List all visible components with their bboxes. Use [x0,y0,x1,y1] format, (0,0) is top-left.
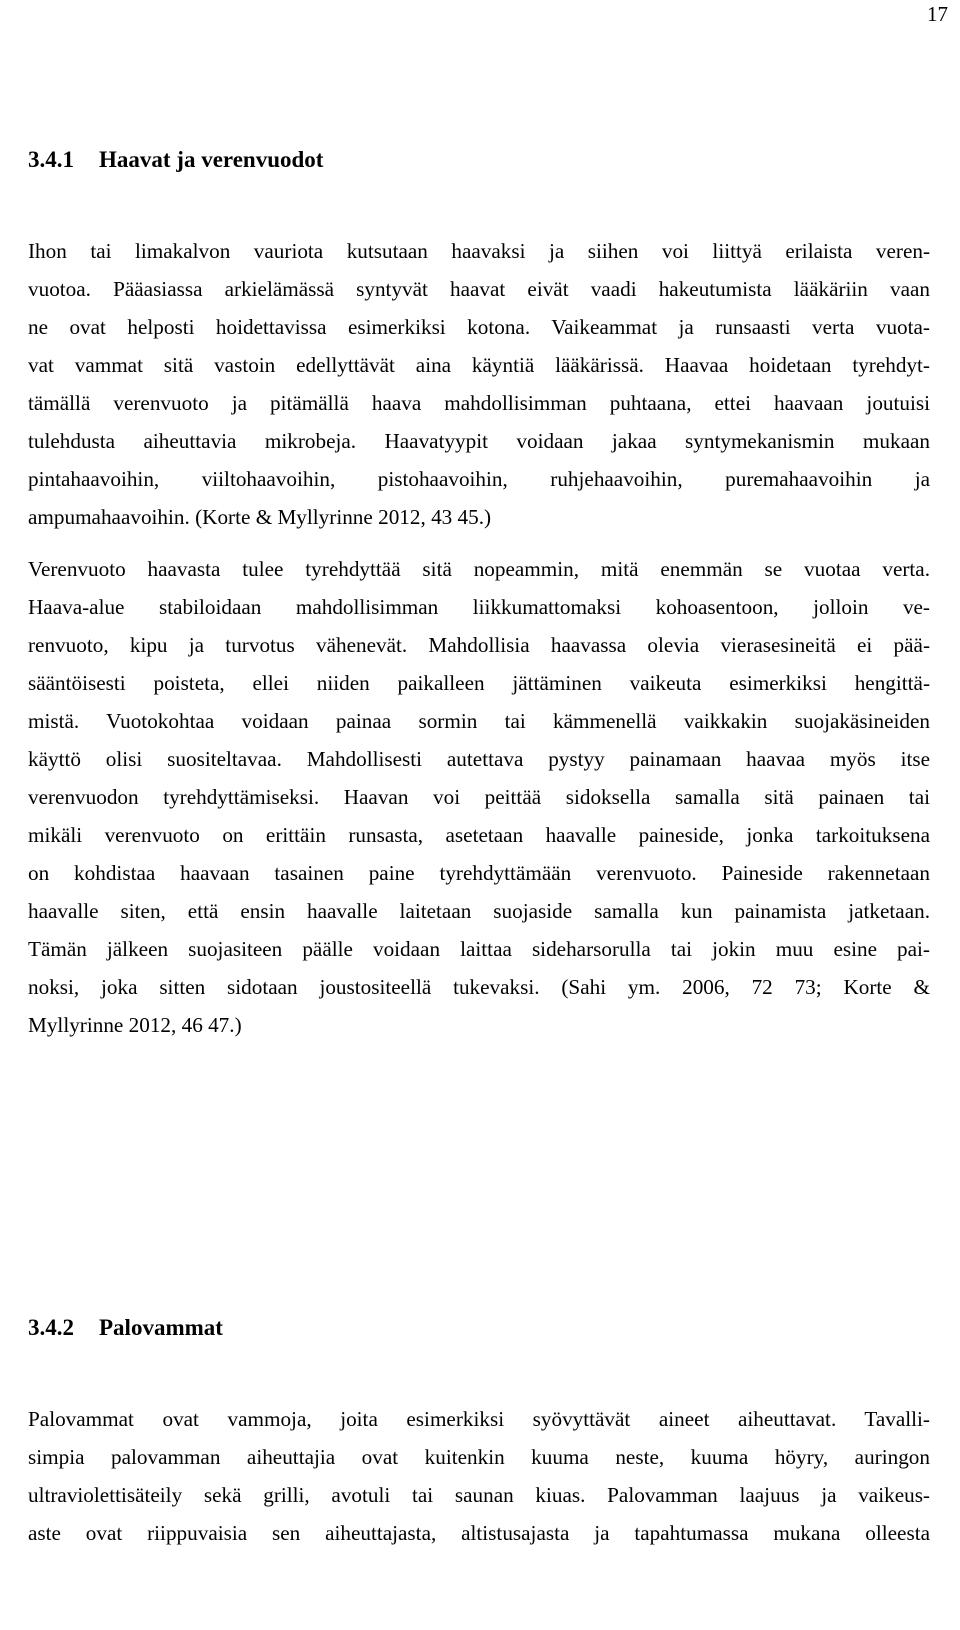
text-line: aste ovat riippuvaisia sen aiheuttajasta, altistusajasta ja tapahtumassa mukana olleesta [28,1521,930,1545]
page-number: 17 [927,2,948,26]
section-title: Palovammat [99,1315,223,1340]
text-line: mistä. Vuotokohtaa voidaan painaa sormin tai kämmenellä vaikkakin suojakäsineiden [28,709,930,733]
text-line: simpia palovamman aiheuttajia ovat kuitenkin kuuma neste, kuuma höyry, auringon [28,1445,930,1469]
section-number: 3.4.1 [28,147,74,172]
text-line: pintahaavoihin, viiltohaavoihin, pistohaavoihin, ruhjehaavoihin, puremahaavoihin ja [28,467,930,491]
text-line: tulehdusta aiheuttavia mikrobeja. Haavatyypit voidaan jakaa syntymekanismin mukaan [28,429,930,453]
text-line: vat vammat sitä vastoin edellyttävät aina käyntiä lääkärissä. Haavaa hoidetaan tyrehdyt- [28,353,930,377]
text-line: noksi, joka sitten sidotaan joustositeellä tukevaksi. (Sahi ym. 2006, 72 73; Korte & [28,975,930,999]
text-line: on kohdistaa haavaan tasainen paine tyrehdyttämään verenvuoto. Paineside rakennetaan [28,861,930,885]
paragraph-burns-intro [28,1400,930,1552]
section-title: Haavat ja verenvuodot [99,147,324,172]
paragraph-wounds-intro [28,232,930,536]
text-line: Haava-alue stabiloidaan mahdollisimman liikkumattomaksi kohoasentoon, jolloin ve- [28,595,930,619]
text-line: Verenvuoto haavasta tulee tyrehdyttää sitä nopeammin, mitä enemmän se vuotaa verta. [28,557,930,581]
section-heading-3-4-1 [28,146,323,174]
text-line: Palovammat ovat vammoja, joita esimerkiksi syövyttävät aineet aiheuttavat. Tavalli- [28,1407,930,1431]
text-line: verenvuodon tyrehdyttämiseksi. Haavan voi peittää sidoksella samalla sitä painaen tai [28,785,930,809]
text-line: renvuoto, kipu ja turvotus vähenevät. Mahdollisia haavassa olevia vierasesineitä ei pää- [28,633,930,657]
text-line: ampumahaavoihin. (Korte & Myllyrinne 2012, 43 45.) [28,505,492,529]
text-line: tämällä verenvuoto ja pitämällä haava mahdollisimman puhtaana, ettei haavaan joutuisi [28,391,930,415]
text-line: Ihon tai limakalvon vauriota kutsutaan haavaksi ja siihen voi liittyä erilaista veren- [28,239,930,263]
text-line: Myllyrinne 2012, 46 47.) [28,1013,242,1037]
text-line: haavalle siten, että ensin haavalle laitetaan suojaside samalla kun painamista jatketaan. [28,899,930,923]
text-line: Tämän jälkeen suojasiteen päälle voidaan laittaa sideharsorulla tai jokin muu esine pai- [28,937,930,961]
text-line: ne ovat helposti hoidettavissa esimerkiksi kotona. Vaikeammat ja runsaasti verta vuota- [28,315,930,339]
text-line: mikäli verenvuoto on erittäin runsasta, asetetaan haavalle paineside, jonka tarkoituksena [28,823,930,847]
text-line: sääntöisesti poisteta, ellei niiden paikalleen jättäminen vaikeuta esimerkiksi hengittä- [28,671,930,695]
section-heading-3-4-2 [28,1314,223,1342]
text-line: käyttö olisi suositeltavaa. Mahdollisesti autettava pystyy painamaan haavaa myös itse [28,747,930,771]
section-number: 3.4.2 [28,1315,74,1340]
paragraph-bleeding-care [28,550,930,1044]
text-line: vuotoa. Pääasiassa arkielämässä syntyvät haavat eivät vaadi hakeutumista lääkäriin vaan [28,277,930,301]
text-line: ultraviolettisäteily sekä grilli, avotuli tai saunan kiuas. Palovamman laajuus ja vaikeus- [28,1483,930,1507]
